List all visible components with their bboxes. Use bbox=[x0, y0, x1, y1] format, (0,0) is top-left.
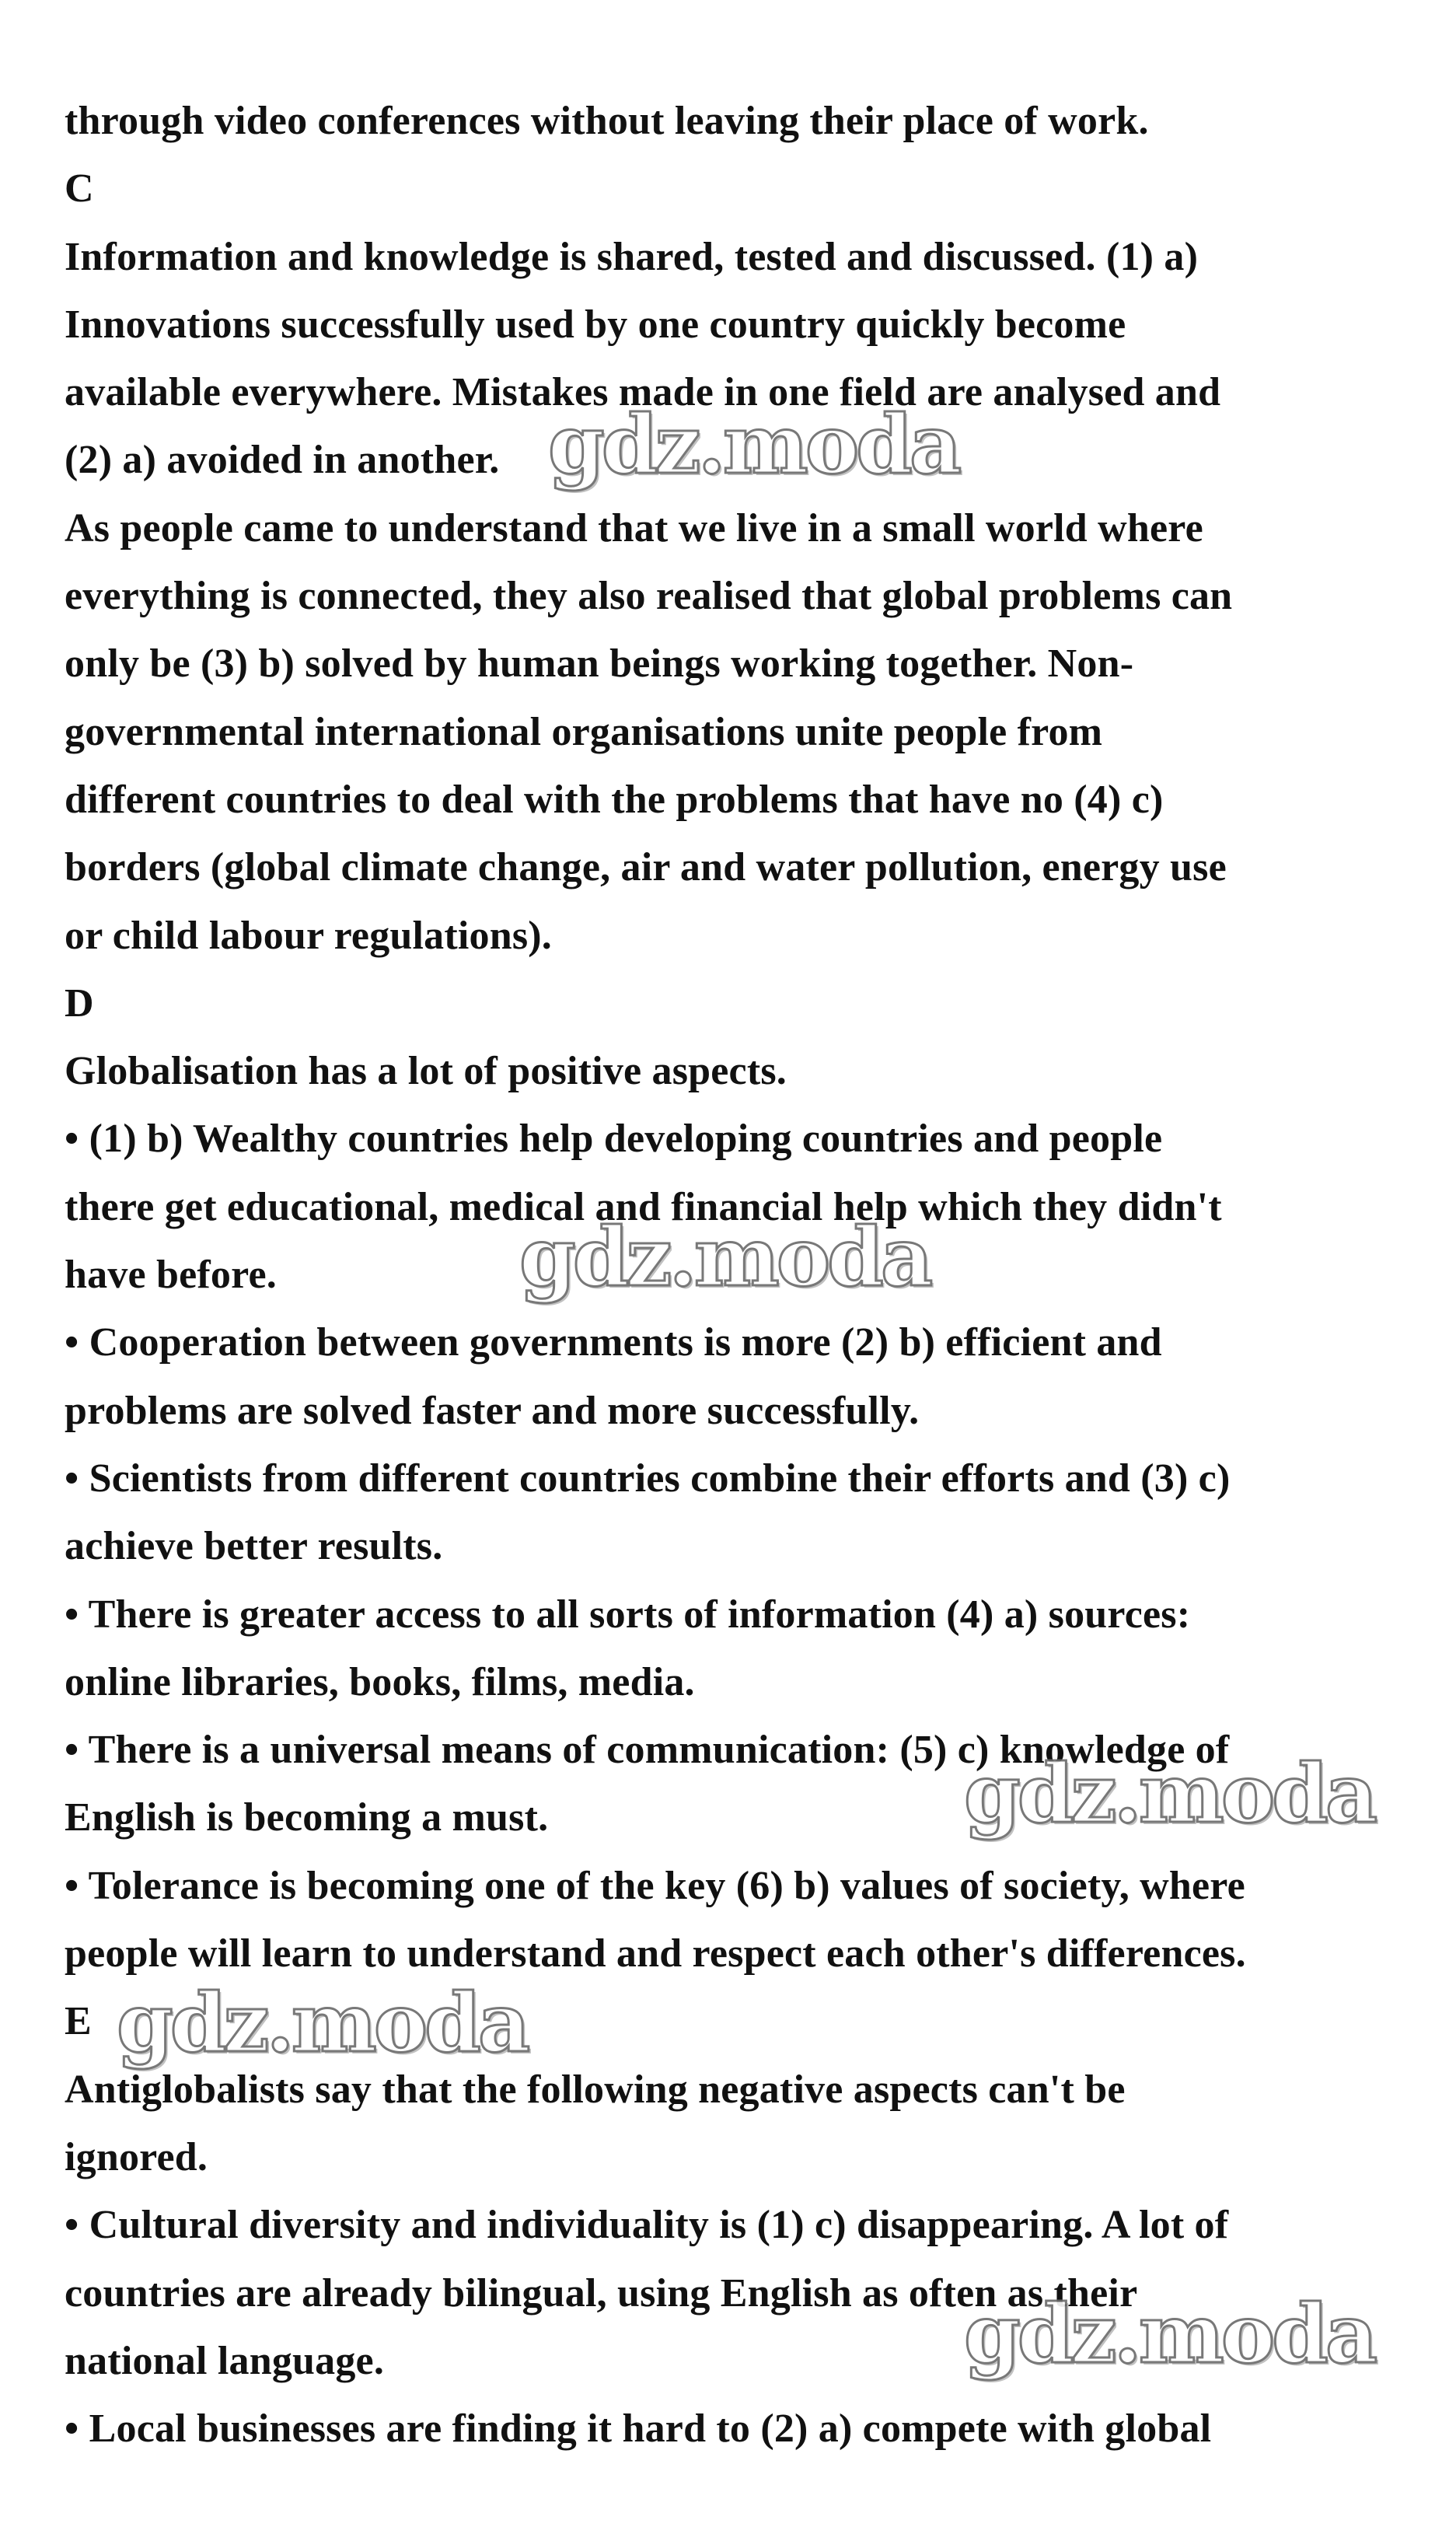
text-line: (2) a) avoided in another. bbox=[65, 438, 500, 483]
text-line: Antiglobalists say that the following negative aspects can't be bbox=[65, 2067, 1126, 2112]
text-line: Information and knowledge is shared, tested and discussed. (1) a) bbox=[65, 234, 1199, 279]
text-line: As people came to understand that we live in a small world where bbox=[65, 505, 1203, 550]
text-line: national language. bbox=[65, 2338, 385, 2383]
text-line: through video conferences without leaving their place of work. bbox=[65, 99, 1149, 143]
text-line: have before. bbox=[65, 1253, 277, 1298]
text-line: problems are solved faster and more successfully. bbox=[65, 1388, 920, 1433]
watermark-logo: gdz.moda bbox=[117, 1975, 528, 2071]
watermark-logo: gdz.moda bbox=[519, 1209, 931, 1305]
text-line: Globalisation has a lot of positive aspects. bbox=[65, 1049, 787, 1094]
text-line: governmental international organisations unite people from bbox=[65, 709, 1103, 754]
watermark-logo: gdz.moda bbox=[964, 2286, 1375, 2382]
text-line: English is becoming a must. bbox=[65, 1795, 549, 1840]
bullet-item: • There is a universal means of communication: (5) c) knowledge of bbox=[65, 1728, 1230, 1773]
section-heading-c: C bbox=[65, 166, 94, 211]
text-line: only be (3) b) solved by human beings working together. Non- bbox=[65, 641, 1134, 687]
section-heading-e: E bbox=[65, 1999, 92, 2044]
bullet-item: • Cultural diversity and individuality is (1) c) disappearing. A lot of bbox=[65, 2203, 1229, 2248]
bullet-item: • Local businesses are finding it hard to (2) a) compete with global bbox=[65, 2406, 1212, 2452]
text-line: Innovations successfully used by one country quickly become bbox=[65, 302, 1126, 347]
text-line: borders (global climate change, air and water pollution, energy use bbox=[65, 845, 1227, 890]
bullet-item: • Scientists from different countries combine their efforts and (3) c) bbox=[65, 1456, 1231, 1501]
text-line: or child labour regulations). bbox=[65, 913, 553, 958]
text-line: different countries to deal with the problems that have no (4) c) bbox=[65, 777, 1164, 822]
bullet-item: • Tolerance is becoming one of the key (6) b) values of society, where bbox=[65, 1863, 1245, 1908]
text-line: ignored. bbox=[65, 2134, 208, 2179]
text-line: online libraries, books, films, media. bbox=[65, 1659, 695, 1704]
bullet-item: • Cooperation between governments is more (2) b) efficient and bbox=[65, 1320, 1162, 1365]
text-line: countries are already bilingual, using English as often as their bbox=[65, 2270, 1138, 2316]
section-heading-d: D bbox=[65, 980, 94, 1026]
bullet-item: • There is greater access to all sorts of information (4) a) sources: bbox=[65, 1592, 1191, 1637]
watermark-logo: gdz.moda bbox=[548, 397, 959, 492]
bullet-item: • (1) b) Wealthy countries help developing countries and people bbox=[65, 1117, 1163, 1162]
text-line: achieve better results. bbox=[65, 1524, 443, 1569]
watermark-logo: gdz.moda bbox=[964, 1746, 1375, 1841]
text-line: available everywhere. Mistakes made in one field are analysed and bbox=[65, 370, 1221, 415]
text-line: everything is connected, they also realised that global problems can bbox=[65, 574, 1233, 619]
text-line: people will learn to understand and respect each other's differences. bbox=[65, 1931, 1246, 1977]
text-line: there get educational, medical and financial help which they didn't bbox=[65, 1184, 1222, 1229]
